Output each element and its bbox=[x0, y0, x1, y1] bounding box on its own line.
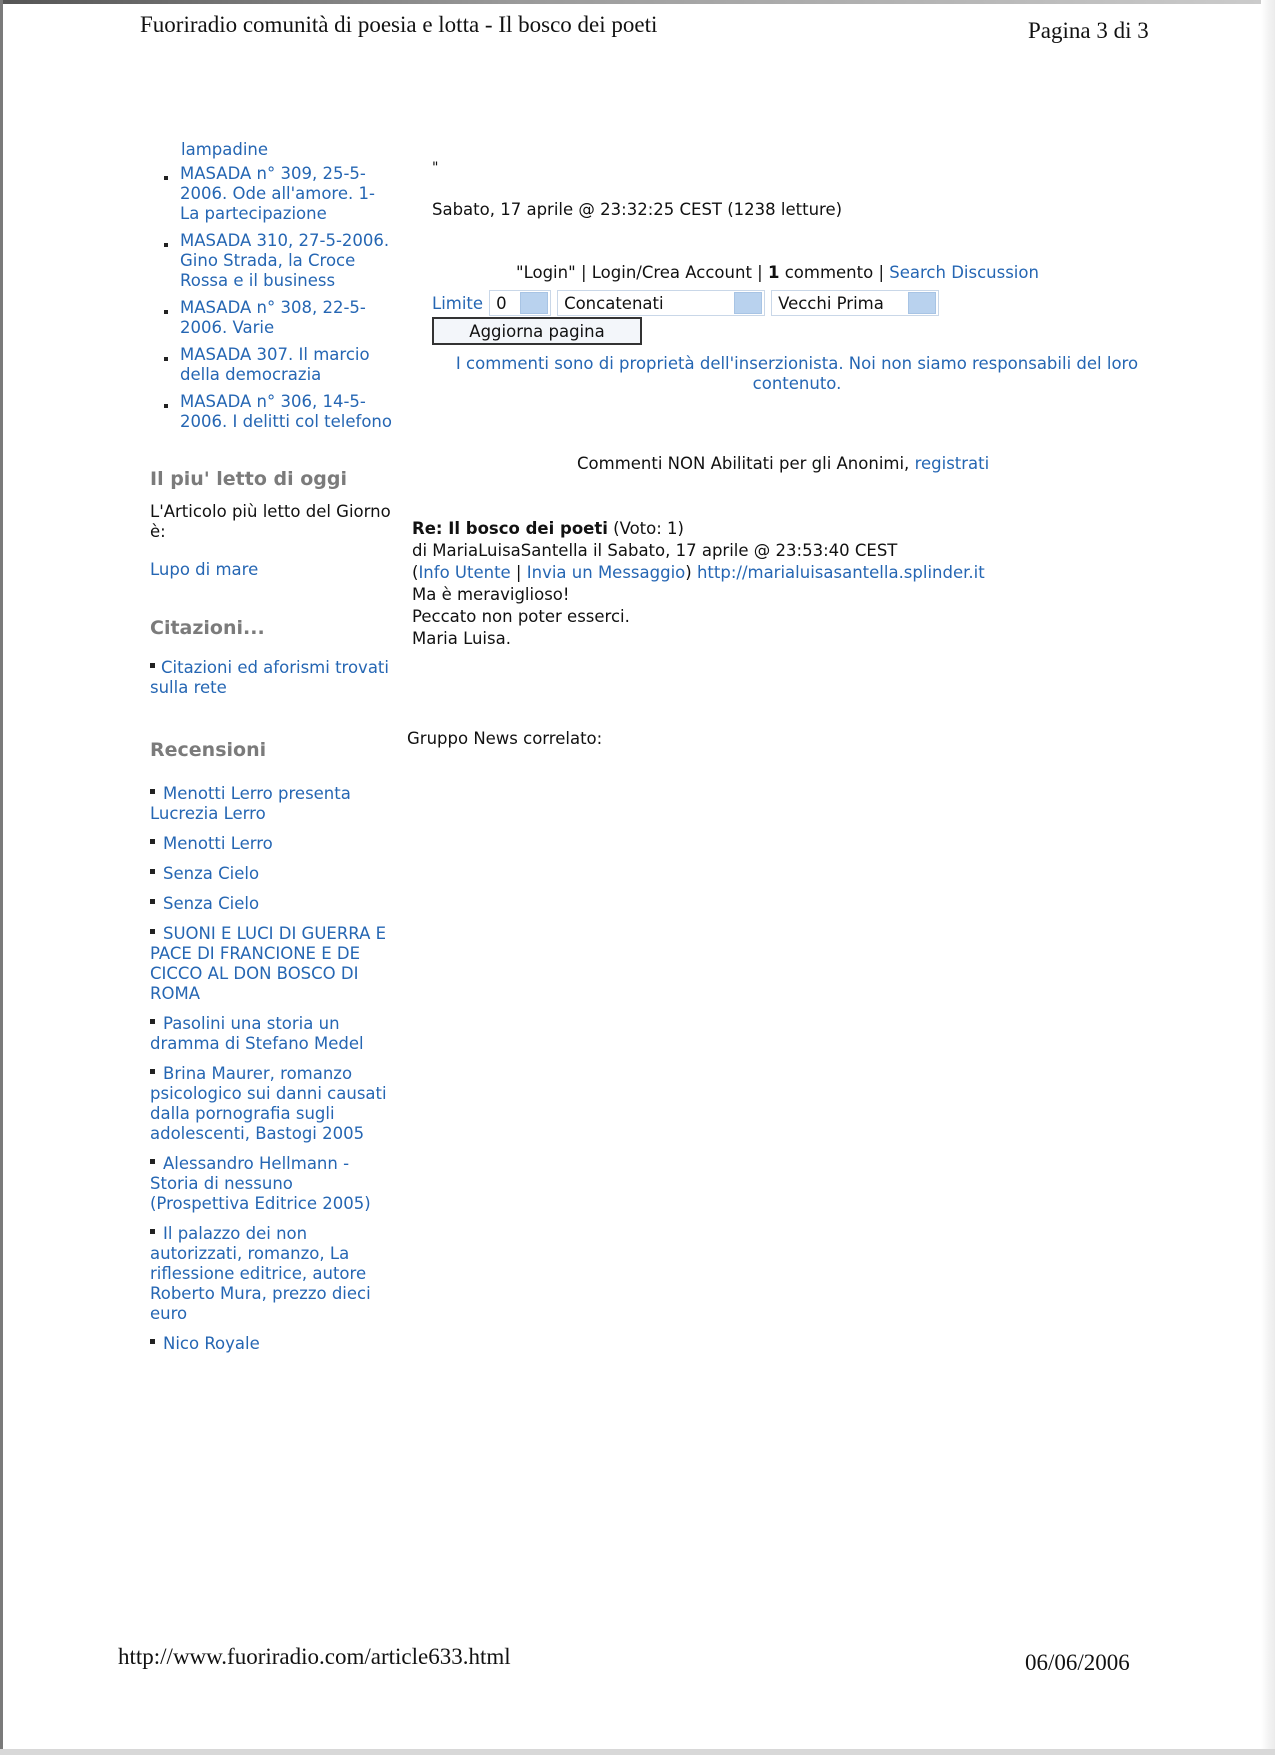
news-item[interactable] bbox=[150, 345, 395, 385]
bullet-icon bbox=[150, 899, 155, 904]
separator: | bbox=[510, 563, 527, 582]
recensioni-item[interactable] bbox=[150, 784, 395, 824]
news-list bbox=[150, 140, 395, 432]
recensioni-link[interactable]: SUONI E LUCI DI GUERRA E PACE DI FRANCIONE E DE CICCO AL DON BOSCO DI ROMA bbox=[150, 924, 387, 1003]
dropdown-arrow-icon bbox=[734, 292, 762, 314]
recensioni-item[interactable] bbox=[150, 924, 395, 1004]
bullet-icon bbox=[164, 310, 168, 314]
news-link[interactable]: MASADA 310, 27-5-2006. Gino Strada, la Croce Rossa e il business bbox=[180, 231, 390, 290]
recensioni-item[interactable] bbox=[150, 864, 395, 884]
recensioni-link[interactable]: Senza Cielo bbox=[163, 864, 260, 883]
recensioni-item[interactable] bbox=[150, 1014, 395, 1054]
bullet-icon bbox=[150, 1019, 155, 1024]
comment-body-line: Ma è meraviglioso! bbox=[412, 585, 570, 604]
comment bbox=[412, 518, 985, 650]
limit-label: Limite bbox=[432, 293, 484, 313]
paren: ) bbox=[685, 563, 692, 582]
news-item[interactable] bbox=[150, 231, 395, 291]
news-link[interactable]: MASADA n° 306, 14-5-2006. I delitti col telefono bbox=[180, 392, 392, 431]
bullet-icon bbox=[150, 1229, 155, 1234]
anonymous-notice-text: Commenti NON Abilitati per gli Anonimi, bbox=[577, 454, 915, 473]
news-item[interactable] bbox=[150, 298, 395, 338]
order-value: Vecchi Prima bbox=[778, 293, 884, 313]
dropdown-arrow-icon bbox=[908, 292, 936, 314]
separator: | bbox=[751, 263, 768, 282]
comments-disclaimer: I commenti sono di proprietà dell'inserzionista. Noi non siamo responsabili del loro contenuto. bbox=[455, 354, 1139, 393]
print-page-number: Pagina 3 di 3 bbox=[1028, 18, 1149, 43]
bullet-icon bbox=[150, 869, 155, 874]
recensioni-link[interactable]: Senza Cielo bbox=[163, 894, 260, 913]
scan-edge-top bbox=[0, 0, 1275, 4]
recensioni-item[interactable] bbox=[150, 1334, 395, 1354]
dropdown-arrow-icon bbox=[520, 292, 548, 314]
comment-count: 1 bbox=[767, 263, 780, 282]
scan-edge-left bbox=[0, 0, 3, 1755]
bullet-icon bbox=[150, 1339, 155, 1344]
recensioni-link[interactable]: Brina Maurer, romanzo psicologico sui danni causati dalla pornografia sugli adolescenti, Bastogi 2005 bbox=[150, 1064, 387, 1143]
bullet-icon bbox=[150, 1159, 155, 1164]
limit-value: 0 bbox=[496, 293, 507, 313]
bullet-icon bbox=[150, 839, 155, 844]
scan-edge-bottom bbox=[0, 1749, 1275, 1755]
comment-controls bbox=[432, 289, 945, 317]
bullet-icon bbox=[150, 663, 155, 668]
citazioni-item[interactable] bbox=[150, 658, 395, 698]
recensioni-item[interactable] bbox=[150, 834, 395, 854]
sidebar bbox=[150, 140, 395, 1364]
recensioni-list bbox=[150, 784, 395, 1354]
most-read-heading: Il piu' letto di oggi bbox=[150, 468, 347, 490]
recensioni-item[interactable] bbox=[150, 1224, 395, 1324]
most-read-intro: L'Articolo più letto del Giorno è: bbox=[150, 502, 391, 541]
recensioni-item[interactable] bbox=[150, 1064, 395, 1144]
create-account-text: Login/Crea Account bbox=[591, 263, 752, 282]
thread-mode-select[interactable] bbox=[557, 290, 765, 316]
comment-word: commento bbox=[779, 263, 874, 282]
bullet-icon bbox=[164, 404, 168, 408]
news-item[interactable] bbox=[150, 140, 395, 160]
scan-edge-right bbox=[1261, 0, 1275, 1755]
recensioni-link[interactable]: Menotti Lerro presenta Lucrezia Lerro bbox=[150, 784, 351, 823]
comment-nav-bar bbox=[516, 263, 1039, 282]
citazioni-heading: Citazioni... bbox=[150, 617, 265, 639]
bullet-icon bbox=[164, 243, 168, 247]
bullet-icon bbox=[150, 789, 155, 794]
register-link[interactable]: registrati bbox=[914, 454, 990, 473]
user-website-link[interactable]: http://marialuisasantella.splinder.it bbox=[696, 563, 985, 582]
recensioni-item[interactable] bbox=[150, 1154, 395, 1214]
bullet-icon bbox=[164, 176, 168, 180]
refresh-page-button[interactable]: Aggiorna pagina bbox=[432, 317, 642, 345]
recensioni-link[interactable]: Pasolini una storia un dramma di Stefano Medel bbox=[150, 1014, 364, 1053]
user-info-link[interactable]: Info Utente bbox=[418, 563, 511, 582]
news-link[interactable]: MASADA 307. Il marcio della democrazia bbox=[180, 345, 370, 384]
comment-links bbox=[412, 562, 985, 584]
order-select[interactable] bbox=[771, 290, 939, 316]
print-footer-date: 06/06/2006 bbox=[1025, 1650, 1130, 1675]
article-date-line: Sabato, 17 aprile @ 23:32:25 CEST (1238 letture) bbox=[432, 200, 843, 219]
recensioni-link[interactable]: Menotti Lerro bbox=[163, 834, 273, 853]
login-label: "Login" bbox=[516, 263, 576, 282]
comment-body-line: Maria Luisa. bbox=[412, 629, 511, 648]
news-item[interactable] bbox=[150, 164, 395, 224]
paren: ( bbox=[412, 563, 419, 582]
send-message-link[interactable]: Invia un Messaggio bbox=[526, 563, 686, 582]
comment-title: Re: Il bosco dei poeti bbox=[412, 519, 608, 538]
recensioni-item[interactable] bbox=[150, 894, 395, 914]
recensioni-link[interactable]: Alessandro Hellmann - Storia di nessuno (Prospettiva Editrice 2005) bbox=[150, 1154, 371, 1213]
news-item[interactable] bbox=[150, 392, 395, 432]
search-discussion-link[interactable]: Search Discussion bbox=[889, 263, 1039, 282]
recensioni-link[interactable]: Nico Royale bbox=[163, 1334, 260, 1353]
comment-byline: di MariaLuisaSantella il Sabato, 17 aprile @ 23:53:40 CEST bbox=[412, 541, 898, 560]
comment-vote: (Voto: 1) bbox=[607, 519, 684, 538]
bullet-icon bbox=[150, 929, 155, 934]
most-read-link[interactable]: Lupo di mare bbox=[150, 560, 259, 579]
recensioni-link[interactable]: Il palazzo dei non autorizzati, romanzo, La riflessione editrice, autore Roberto Mura, prezzo dieci euro bbox=[150, 1224, 371, 1323]
citazioni-link[interactable]: Citazioni ed aforismi trovati sulla rete bbox=[150, 658, 389, 697]
bullet-icon bbox=[164, 357, 168, 361]
recensioni-heading: Recensioni bbox=[150, 739, 267, 761]
separator: | bbox=[575, 263, 592, 282]
news-link[interactable]: MASADA n° 309, 25-5-2006. Ode all'amore. 1- La partecipazione bbox=[180, 164, 375, 223]
news-link[interactable]: lampadine bbox=[181, 140, 269, 159]
thread-mode-value: Concatenati bbox=[564, 293, 664, 313]
anonymous-notice bbox=[577, 454, 989, 473]
bullet-icon bbox=[150, 1069, 155, 1074]
comment-body-line: Peccato non poter esserci. bbox=[412, 607, 630, 626]
quote-mark: " bbox=[432, 160, 439, 176]
related-news-label: Gruppo News correlato: bbox=[407, 729, 603, 748]
news-link[interactable]: MASADA n° 308, 22-5-2006. Varie bbox=[180, 298, 366, 337]
limit-select[interactable] bbox=[489, 290, 551, 316]
print-header-title: Fuoriradio comunità di poesia e lotta - Il bosco dei poeti bbox=[140, 12, 658, 37]
print-footer-url: http://www.fuoriradio.com/article633.html bbox=[118, 1644, 511, 1669]
separator: | bbox=[873, 263, 890, 282]
